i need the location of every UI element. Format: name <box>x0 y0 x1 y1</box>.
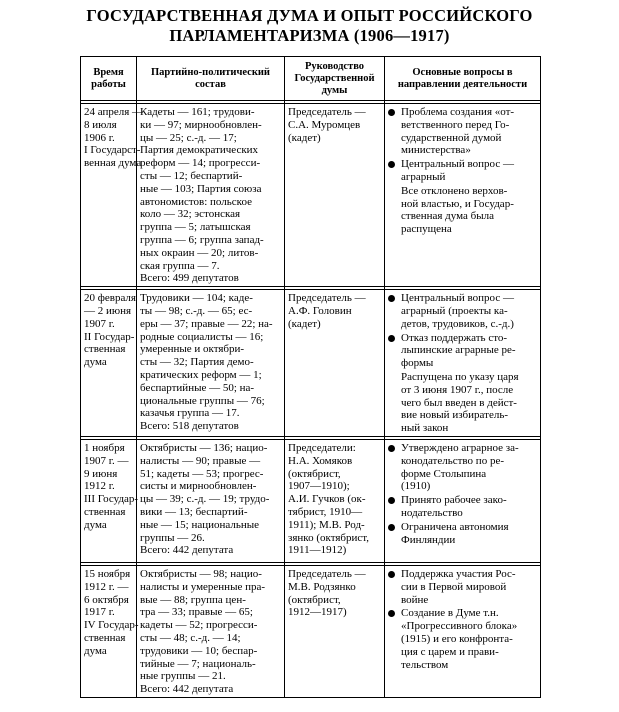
leadership-cell <box>285 436 385 562</box>
text-line: С.А. Муромцев <box>288 118 361 131</box>
composition-cell-content <box>137 289 284 434</box>
leadership-cell-content <box>285 289 384 331</box>
text-line: 1907 г. <box>84 317 115 330</box>
text-line: Октябристы — 98; нацио- <box>140 567 262 580</box>
text-line: формы <box>401 357 434 370</box>
bullet-icon <box>388 497 395 504</box>
leadership-cell <box>285 101 385 287</box>
text-line: налисты и умеренные пра- <box>140 580 266 593</box>
text-line: тябрист, 1910— <box>288 505 363 518</box>
text-line: Центральный вопрос — <box>401 158 514 171</box>
text-line: тра — 33; правые — 65; <box>140 606 253 619</box>
text-line: еры — 37; правые — 22; на- <box>140 317 273 330</box>
text-line: зянко (октябрист, <box>288 531 370 544</box>
text-line: Председатель — <box>288 567 366 580</box>
composition-cell <box>137 436 285 562</box>
text-line: умеренные и октябри- <box>140 343 245 356</box>
composition-cell-content <box>137 439 284 558</box>
text-line: Принято рабочее зако- <box>401 494 507 507</box>
text-line: Председатель — <box>288 106 366 118</box>
time-cell-content <box>81 565 139 659</box>
duma-table <box>80 56 541 698</box>
text-line: 1912 г. — <box>84 580 129 593</box>
text-line: ных окраин — 20; литов- <box>140 246 259 259</box>
text-line: Всего: 442 депутата <box>140 544 234 557</box>
text-line: Н.А. Хомяков <box>288 454 353 467</box>
text-line: 1907 г. — <box>84 454 129 467</box>
text-line: сты — 48; с.-д. — 14; <box>140 631 241 644</box>
table-row <box>81 436 541 562</box>
bullet-icon <box>388 524 395 531</box>
text-line: Проблема создания «от- <box>401 106 515 118</box>
text-line: вики — 13; беспартий- <box>140 505 248 518</box>
text-line: 6 октября <box>84 593 129 606</box>
text-line: Утверждено аграрное за- <box>401 441 519 454</box>
text-line: Отказ поддержать сто- <box>401 331 508 344</box>
text-line: ственная <box>84 631 126 644</box>
text-line: вые — 88; группа цен- <box>140 593 246 606</box>
header-row <box>81 57 541 101</box>
text-line: Ограничена автономия <box>401 520 509 533</box>
text-line: ция с царем и прави- <box>401 645 499 658</box>
header-issues: Основные вопросы в направлении деятельности <box>385 57 541 101</box>
issue-item <box>387 607 537 671</box>
text-line: 8 июля <box>84 118 117 131</box>
text-line: дума <box>84 644 107 657</box>
text-line: Председатели: <box>288 441 356 454</box>
composition-cell-content <box>137 103 284 286</box>
text-line: казачья группа — 17. <box>140 407 240 420</box>
text-line: войне <box>401 593 429 606</box>
issues-cell-content <box>385 289 540 436</box>
issues-cell <box>385 287 541 437</box>
leadership-cell <box>285 562 385 697</box>
text-line: беспартийные — 50; на- <box>140 381 255 394</box>
text-line: ные — 15; национальные <box>140 518 260 531</box>
table-row <box>81 287 541 437</box>
text-line: Всего: 442 депутата <box>140 683 234 696</box>
leadership-cell-content <box>285 103 384 145</box>
text-line: сии в Первой мировой <box>401 580 507 593</box>
text-line: цы — 25; с.-д. — 17; <box>140 131 237 144</box>
text-line: ные группы — 21. <box>140 670 226 683</box>
text-line: Все отклонено верхов- <box>401 184 508 197</box>
bullet-icon <box>388 571 395 578</box>
time-cell <box>81 287 137 437</box>
text-line: 1906 г. <box>84 131 115 144</box>
text-line: 1911—1912) <box>288 544 347 557</box>
table-row <box>81 101 541 287</box>
text-line: 9 июня <box>84 467 118 480</box>
text-line: 1912—1917) <box>288 606 347 619</box>
text-line: циональные группы — 76; <box>140 394 265 407</box>
header-composition: Партийно-политический состав <box>137 57 285 101</box>
text-line: II Государ- <box>84 330 135 343</box>
text-line: ственная дума была <box>401 210 494 223</box>
issues-cell-content <box>385 439 540 548</box>
page-title <box>0 6 619 46</box>
text-line: родные социалисты — 16; <box>140 330 264 343</box>
text-line: 51; кадеты — 53; прогрес- <box>140 467 264 480</box>
leadership-cell-content <box>285 439 384 558</box>
text-line: кадеты — 52; прогресси- <box>140 619 258 632</box>
text-line: лыпинские аграрные ре- <box>401 344 516 357</box>
text-line: группа — 6; группа запад- <box>140 233 264 246</box>
text-line: ственная <box>84 343 126 356</box>
issues-cell-content <box>385 565 540 673</box>
text-line: аграрный (проекты ка- <box>401 304 508 317</box>
text-line: М.В. Родзянко <box>288 580 356 593</box>
time-cell <box>81 101 144 287</box>
text-line: детов, трудовиков, с.-д.) <box>401 317 514 330</box>
text-line: сты — 32; Партия демо- <box>140 356 254 369</box>
text-line: венная дума <box>84 157 142 170</box>
text-line: автономистов: польское <box>140 195 252 208</box>
text-line: ные — 103; Партия союза <box>140 182 262 195</box>
text-line: (октябрист, <box>288 593 341 606</box>
text-line: Центральный вопрос — <box>401 292 514 305</box>
text-line: IV Государ- <box>84 619 139 632</box>
text-line: сударственной думой <box>401 131 502 144</box>
text-line: Кадеты — 161; трудови- <box>140 106 255 118</box>
text-line: кратических реформ — 1; <box>140 368 262 381</box>
text-line: ной властью, и Государ- <box>401 197 514 210</box>
title-line-2: ПАРЛАМЕНТАРИЗМА (1906—1917) <box>169 26 450 45</box>
composition-cell-content <box>137 565 284 697</box>
text-line: аграрный <box>401 170 446 183</box>
text-line: 1912 г. <box>84 480 115 493</box>
text-line: налисты — 90; правые — <box>140 454 261 467</box>
text-line: трудовики — 10; беспар- <box>140 644 258 657</box>
text-line: 1 ноября <box>84 441 125 454</box>
text-line: ты — 98; с.-д. — 65; ес- <box>140 304 253 317</box>
text-line: (кадет) <box>288 131 321 144</box>
header-leadership: Руководство Государственной думы <box>285 57 385 101</box>
text-line: Всего: 518 депутатов <box>140 420 239 433</box>
text-line: коло — 32; эстонская <box>140 208 241 221</box>
text-line: 1911); М.В. Род- <box>288 518 365 531</box>
text-line: нодательство <box>401 506 463 519</box>
composition-cell <box>137 101 285 287</box>
text-line: министерства» <box>401 144 471 157</box>
text-line: дума <box>84 356 107 369</box>
text-line: Партия демократических <box>140 144 259 157</box>
text-line: Финляндии <box>401 533 456 546</box>
composition-cell <box>137 562 285 697</box>
issue-item <box>387 442 537 493</box>
bullet-icon <box>388 335 395 342</box>
text-line: А.Ф. Головин <box>288 304 352 317</box>
text-line: систы и мирнообновлен- <box>140 480 257 493</box>
text-line: 24 апреля — <box>84 106 144 118</box>
issues-cell <box>385 436 541 562</box>
bullet-icon <box>388 109 395 116</box>
issue-item <box>387 568 537 606</box>
text-line: ный закон <box>401 422 449 435</box>
bullet-icon <box>388 445 395 452</box>
text-line: группы — 26. <box>140 531 205 544</box>
text-line: Поддержка участия Рос- <box>401 567 516 580</box>
bullet-icon <box>388 295 395 302</box>
text-line: тийные — 7; националь- <box>140 657 256 670</box>
text-line: «Прогрессивного блока» <box>401 620 518 633</box>
issues-cell <box>385 101 541 287</box>
text-line: вие новый избиратель- <box>401 409 508 422</box>
text-line: Председатель — <box>288 292 366 305</box>
issue-item <box>387 332 537 370</box>
issue-item <box>387 521 537 547</box>
text-line: Создание в Думе т.н. <box>401 607 499 620</box>
bullet-icon <box>388 161 395 168</box>
text-line: от 3 июня 1907 г., после <box>401 383 514 396</box>
text-line: ки — 97; мирнообновлен- <box>140 118 262 131</box>
text-line: сты — 12; беспартий- <box>140 169 243 182</box>
text-line: ственная <box>84 505 126 518</box>
issue-item <box>387 106 537 157</box>
text-line: — 2 июня <box>84 304 132 317</box>
text-line: (кадет) <box>288 317 321 330</box>
header-time: Время работы <box>81 57 137 101</box>
text-line: чего был введен в дейст- <box>401 396 517 409</box>
title-line-1: ГОСУДАРСТВЕННАЯ ДУМА И ОПЫТ РОССИЙСКОГО <box>86 6 533 25</box>
text-line: III Государ- <box>84 493 139 506</box>
time-cell <box>81 436 137 562</box>
text-line: Трудовики — 104; каде- <box>140 292 253 305</box>
leadership-cell <box>285 287 385 437</box>
text-line: (1915) и его конфронта- <box>401 632 513 645</box>
leadership-cell-content <box>285 565 384 620</box>
issue-note <box>387 371 537 435</box>
issue-item <box>387 158 537 184</box>
issues-cell <box>385 562 541 697</box>
table-row <box>81 562 541 697</box>
text-line: Всего: 499 депутатов <box>140 272 239 285</box>
bullet-icon <box>388 610 395 617</box>
text-line: тельством <box>401 658 449 671</box>
text-line: Октябристы — 136; нацио- <box>140 441 268 454</box>
issue-item <box>387 494 537 520</box>
text-line: (1910) <box>401 480 431 493</box>
text-line: группа — 5; латышская <box>140 221 251 234</box>
issue-item <box>387 292 537 330</box>
text-line: цы — 39; с.-д. — 19; трудо- <box>140 493 270 506</box>
time-cell-content <box>81 289 136 370</box>
time-cell <box>81 562 137 697</box>
text-line: ветственного перед Го- <box>401 118 510 131</box>
text-line: распущена <box>401 223 452 236</box>
composition-cell <box>137 287 285 437</box>
text-line: (октябрист, <box>288 467 341 480</box>
text-line: дума <box>84 518 107 531</box>
text-line: ская группа — 7. <box>140 259 220 272</box>
text-line: 1917 г. <box>84 606 115 619</box>
text-line: 1907—1910); <box>288 480 350 493</box>
issue-note <box>387 185 537 236</box>
text-line: форме Столыпина <box>401 467 487 480</box>
text-line: Распущена по указу царя <box>401 370 519 383</box>
text-line: конодательство по ре- <box>401 454 504 467</box>
text-line: А.И. Гучков (ок- <box>288 493 366 506</box>
text-line: 15 ноября <box>84 567 131 580</box>
time-cell-content <box>81 103 144 171</box>
text-line: 20 февраля <box>84 292 136 305</box>
text-line: I Государст- <box>84 144 141 157</box>
time-cell-content <box>81 439 139 533</box>
text-line: реформ — 14; прогресси- <box>140 157 261 170</box>
issues-cell-content <box>385 103 540 237</box>
